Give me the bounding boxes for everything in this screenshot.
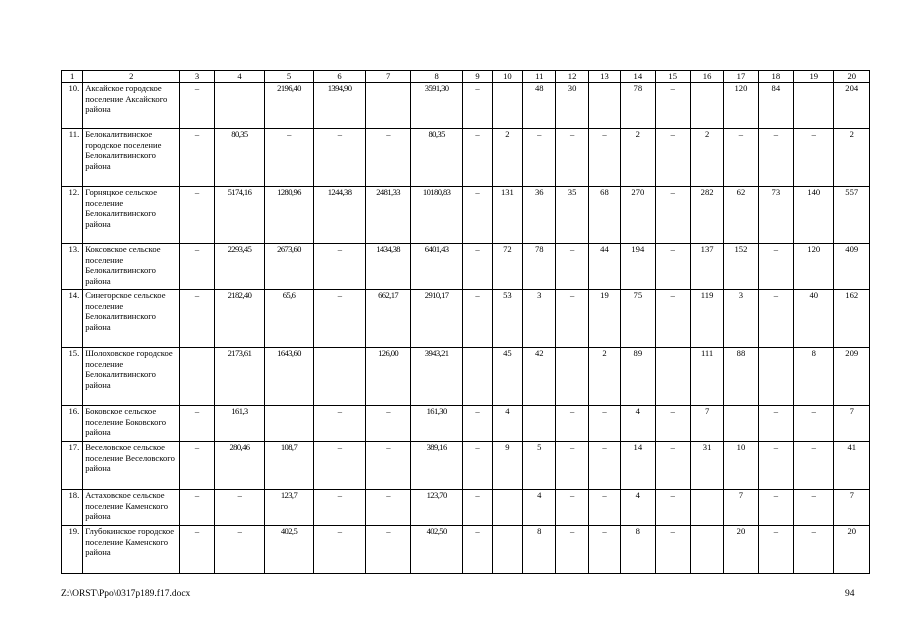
value-cell: – bbox=[313, 244, 366, 290]
row-number-cell: 16. bbox=[62, 406, 83, 442]
value-cell: 8 bbox=[621, 526, 655, 574]
value-cell: – bbox=[758, 129, 793, 187]
value-cell: 72 bbox=[492, 244, 522, 290]
column-number-header: 16 bbox=[690, 71, 723, 83]
value-cell: – bbox=[313, 526, 366, 574]
table-row bbox=[62, 129, 870, 187]
value-cell: – bbox=[313, 290, 366, 348]
settlement-name-cell: Глубокинское городское поселение Каменского района bbox=[83, 526, 180, 574]
column-number-header: 7 bbox=[366, 71, 410, 83]
table-row bbox=[62, 490, 870, 526]
column-number-header: 6 bbox=[313, 71, 366, 83]
value-cell: – bbox=[794, 490, 834, 526]
value-cell: 1394,90 bbox=[313, 83, 366, 129]
row-number-cell: 11. bbox=[62, 129, 83, 187]
column-number-header: 12 bbox=[556, 71, 588, 83]
value-cell: 1643,60 bbox=[265, 348, 314, 406]
settlement-name-cell: Белокалитвинское городское поселение Белокалитвинского района bbox=[83, 129, 180, 187]
value-cell: – bbox=[724, 129, 758, 187]
value-cell: 20 bbox=[724, 526, 758, 574]
value-cell: 2 bbox=[834, 129, 870, 187]
value-cell: 68 bbox=[588, 187, 620, 244]
value-cell: 4 bbox=[523, 490, 556, 526]
value-cell: – bbox=[588, 442, 620, 490]
value-cell: 557 bbox=[834, 187, 870, 244]
value-cell: 40 bbox=[794, 290, 834, 348]
value-cell: 3 bbox=[724, 290, 758, 348]
value-cell: – bbox=[463, 526, 492, 574]
value-cell: 7 bbox=[834, 490, 870, 526]
table-row bbox=[62, 187, 870, 244]
row-number-cell: 17. bbox=[62, 442, 83, 490]
table-row bbox=[62, 526, 870, 574]
value-cell bbox=[492, 526, 522, 574]
value-cell bbox=[265, 406, 314, 442]
table-header-row bbox=[62, 71, 870, 83]
value-cell: 35 bbox=[556, 187, 588, 244]
value-cell: 123,7 bbox=[265, 490, 314, 526]
value-cell: 152 bbox=[724, 244, 758, 290]
value-cell bbox=[690, 526, 723, 574]
value-cell: 65,6 bbox=[265, 290, 314, 348]
value-cell: 2173,61 bbox=[214, 348, 265, 406]
column-number-header: 3 bbox=[180, 71, 214, 83]
value-cell bbox=[690, 83, 723, 129]
value-cell: 10180,83 bbox=[410, 187, 463, 244]
value-cell: 45 bbox=[492, 348, 522, 406]
value-cell: – bbox=[366, 526, 410, 574]
value-cell: – bbox=[655, 490, 690, 526]
value-cell: – bbox=[794, 442, 834, 490]
column-number-header: 18 bbox=[758, 71, 793, 83]
settlement-name-cell: Горняцкое сельское поселение Белокалитвинского района bbox=[83, 187, 180, 244]
value-cell: 20 bbox=[834, 526, 870, 574]
value-cell: – bbox=[758, 526, 793, 574]
value-cell: – bbox=[655, 244, 690, 290]
column-number-header: 5 bbox=[265, 71, 314, 83]
value-cell: – bbox=[180, 244, 214, 290]
value-cell: 48 bbox=[523, 83, 556, 129]
value-cell: – bbox=[556, 129, 588, 187]
value-cell: – bbox=[180, 83, 214, 129]
row-number-cell: 13. bbox=[62, 244, 83, 290]
value-cell: 662,17 bbox=[366, 290, 410, 348]
value-cell: 131 bbox=[492, 187, 522, 244]
value-cell: – bbox=[588, 526, 620, 574]
column-number-header: 13 bbox=[588, 71, 620, 83]
value-cell: 2910,17 bbox=[410, 290, 463, 348]
value-cell: 7 bbox=[724, 490, 758, 526]
settlement-name-cell: Коксовское сельское поселение Белокалитвинского района bbox=[83, 244, 180, 290]
settlement-name-cell: Веселовское сельское поселение Веселовского района bbox=[83, 442, 180, 490]
column-number-header: 17 bbox=[724, 71, 758, 83]
value-cell: – bbox=[556, 490, 588, 526]
value-cell: 80,35 bbox=[214, 129, 265, 187]
value-cell: 44 bbox=[588, 244, 620, 290]
table-row bbox=[62, 348, 870, 406]
table-row bbox=[62, 442, 870, 490]
value-cell bbox=[492, 490, 522, 526]
row-number-cell: 19. bbox=[62, 526, 83, 574]
value-cell: – bbox=[463, 290, 492, 348]
column-number-header: 20 bbox=[834, 71, 870, 83]
value-cell: 280,46 bbox=[214, 442, 265, 490]
value-cell: – bbox=[180, 490, 214, 526]
value-cell bbox=[523, 406, 556, 442]
value-cell: 4 bbox=[621, 490, 655, 526]
value-cell: 7 bbox=[690, 406, 723, 442]
value-cell: – bbox=[556, 290, 588, 348]
value-cell: 19 bbox=[588, 290, 620, 348]
value-cell bbox=[180, 348, 214, 406]
value-cell: – bbox=[758, 244, 793, 290]
value-cell: 161,30 bbox=[410, 406, 463, 442]
value-cell bbox=[588, 83, 620, 129]
value-cell: 1244,38 bbox=[313, 187, 366, 244]
value-cell: 123,70 bbox=[410, 490, 463, 526]
value-cell: 31 bbox=[690, 442, 723, 490]
settlement-name-cell: Астаховское сельское поселение Каменского района bbox=[83, 490, 180, 526]
value-cell: 3591,30 bbox=[410, 83, 463, 129]
value-cell: 4 bbox=[621, 406, 655, 442]
value-cell: 3943,21 bbox=[410, 348, 463, 406]
value-cell: 7 bbox=[834, 406, 870, 442]
value-cell: 1280,96 bbox=[265, 187, 314, 244]
column-number-header: 8 bbox=[410, 71, 463, 83]
column-number-header: 9 bbox=[463, 71, 492, 83]
value-cell: – bbox=[313, 129, 366, 187]
value-cell: 204 bbox=[834, 83, 870, 129]
value-cell bbox=[463, 348, 492, 406]
value-cell: 161,3 bbox=[214, 406, 265, 442]
value-cell: 14 bbox=[621, 442, 655, 490]
value-cell: 78 bbox=[523, 244, 556, 290]
value-cell: 2 bbox=[588, 348, 620, 406]
column-number-header: 10 bbox=[492, 71, 522, 83]
data-table bbox=[61, 70, 870, 574]
value-cell bbox=[492, 83, 522, 129]
value-cell: 2182,40 bbox=[214, 290, 265, 348]
settlement-name-cell: Синегорское сельское поселение Белокалитвинского района bbox=[83, 290, 180, 348]
value-cell: – bbox=[655, 83, 690, 129]
value-cell: 111 bbox=[690, 348, 723, 406]
value-cell bbox=[794, 83, 834, 129]
value-cell: – bbox=[313, 442, 366, 490]
value-cell: – bbox=[758, 406, 793, 442]
value-cell: 42 bbox=[523, 348, 556, 406]
value-cell: 2196,40 bbox=[265, 83, 314, 129]
value-cell: – bbox=[588, 129, 620, 187]
value-cell: – bbox=[556, 442, 588, 490]
value-cell: – bbox=[655, 129, 690, 187]
value-cell: 41 bbox=[834, 442, 870, 490]
value-cell bbox=[724, 406, 758, 442]
value-cell: 88 bbox=[724, 348, 758, 406]
column-number-header: 4 bbox=[214, 71, 265, 83]
value-cell: – bbox=[366, 490, 410, 526]
value-cell: 36 bbox=[523, 187, 556, 244]
value-cell: 162 bbox=[834, 290, 870, 348]
settlement-name-cell: Аксайское городское поселение Аксайского района bbox=[83, 83, 180, 129]
value-cell: 6401,43 bbox=[410, 244, 463, 290]
value-cell: 9 bbox=[492, 442, 522, 490]
value-cell: – bbox=[794, 406, 834, 442]
value-cell: 1434,38 bbox=[366, 244, 410, 290]
value-cell: 402,5 bbox=[265, 526, 314, 574]
column-number-header: 19 bbox=[794, 71, 834, 83]
value-cell: 3 bbox=[523, 290, 556, 348]
value-cell: – bbox=[794, 129, 834, 187]
value-cell: – bbox=[556, 244, 588, 290]
value-cell: – bbox=[655, 406, 690, 442]
value-cell: – bbox=[556, 406, 588, 442]
value-cell: 78 bbox=[621, 83, 655, 129]
value-cell: 389,16 bbox=[410, 442, 463, 490]
value-cell: 53 bbox=[492, 290, 522, 348]
value-cell: 10 bbox=[724, 442, 758, 490]
value-cell: – bbox=[180, 187, 214, 244]
value-cell: 5 bbox=[523, 442, 556, 490]
value-cell bbox=[214, 83, 265, 129]
value-cell bbox=[758, 348, 793, 406]
value-cell: 409 bbox=[834, 244, 870, 290]
value-cell: 2 bbox=[690, 129, 723, 187]
value-cell: – bbox=[180, 442, 214, 490]
row-number-cell: 14. bbox=[62, 290, 83, 348]
value-cell: – bbox=[180, 526, 214, 574]
value-cell: 2673,60 bbox=[265, 244, 314, 290]
value-cell: – bbox=[655, 442, 690, 490]
value-cell: – bbox=[758, 442, 793, 490]
column-number-header: 11 bbox=[523, 71, 556, 83]
value-cell: – bbox=[655, 526, 690, 574]
value-cell: 84 bbox=[758, 83, 793, 129]
value-cell: – bbox=[556, 526, 588, 574]
value-cell: – bbox=[655, 187, 690, 244]
value-cell: – bbox=[463, 442, 492, 490]
value-cell: – bbox=[655, 290, 690, 348]
value-cell bbox=[366, 83, 410, 129]
value-cell: – bbox=[588, 490, 620, 526]
row-number-cell: 10. bbox=[62, 83, 83, 129]
value-cell: – bbox=[366, 129, 410, 187]
value-cell: – bbox=[523, 129, 556, 187]
value-cell: 2293,45 bbox=[214, 244, 265, 290]
value-cell: – bbox=[180, 129, 214, 187]
value-cell: – bbox=[265, 129, 314, 187]
document-file-path: Z:\ORST\Ppo\0317p189.f17.docx bbox=[61, 589, 191, 599]
column-number-header: 2 bbox=[83, 71, 180, 83]
value-cell: – bbox=[463, 244, 492, 290]
value-cell: 8 bbox=[794, 348, 834, 406]
value-cell: 137 bbox=[690, 244, 723, 290]
value-cell: 120 bbox=[724, 83, 758, 129]
column-number-header: 15 bbox=[655, 71, 690, 83]
row-number-cell: 15. bbox=[62, 348, 83, 406]
value-cell: 126,00 bbox=[366, 348, 410, 406]
value-cell bbox=[313, 348, 366, 406]
row-number-cell: 18. bbox=[62, 490, 83, 526]
page-number: 94 bbox=[845, 589, 855, 599]
table-row bbox=[62, 406, 870, 442]
value-cell bbox=[556, 348, 588, 406]
value-cell: 80,35 bbox=[410, 129, 463, 187]
value-cell: 402,50 bbox=[410, 526, 463, 574]
table-row bbox=[62, 83, 870, 129]
value-cell: – bbox=[588, 406, 620, 442]
settlement-name-cell: Боковское сельское поселение Боковского района bbox=[83, 406, 180, 442]
value-cell: 270 bbox=[621, 187, 655, 244]
column-number-header: 1 bbox=[62, 71, 83, 83]
column-number-header: 14 bbox=[621, 71, 655, 83]
value-cell: 2 bbox=[621, 129, 655, 187]
value-cell: – bbox=[180, 290, 214, 348]
value-cell: – bbox=[463, 490, 492, 526]
value-cell: 282 bbox=[690, 187, 723, 244]
value-cell: – bbox=[463, 129, 492, 187]
value-cell: – bbox=[366, 442, 410, 490]
value-cell: – bbox=[180, 406, 214, 442]
value-cell bbox=[690, 490, 723, 526]
value-cell: – bbox=[313, 490, 366, 526]
value-cell: – bbox=[313, 406, 366, 442]
value-cell: 8 bbox=[523, 526, 556, 574]
value-cell: – bbox=[758, 490, 793, 526]
value-cell: 30 bbox=[556, 83, 588, 129]
table-row bbox=[62, 290, 870, 348]
value-cell: 4 bbox=[492, 406, 522, 442]
value-cell: 119 bbox=[690, 290, 723, 348]
value-cell: 140 bbox=[794, 187, 834, 244]
value-cell: 2 bbox=[492, 129, 522, 187]
row-number-cell: 12. bbox=[62, 187, 83, 244]
value-cell: 62 bbox=[724, 187, 758, 244]
value-cell: 2481,33 bbox=[366, 187, 410, 244]
settlement-name-cell: Шолоховское городское поселение Белокалитвинского района bbox=[83, 348, 180, 406]
value-cell: 120 bbox=[794, 244, 834, 290]
value-cell: 108,7 bbox=[265, 442, 314, 490]
value-cell: 89 bbox=[621, 348, 655, 406]
table-body bbox=[62, 71, 870, 574]
value-cell: – bbox=[758, 290, 793, 348]
value-cell: – bbox=[214, 526, 265, 574]
table-row bbox=[62, 244, 870, 290]
value-cell: 209 bbox=[834, 348, 870, 406]
value-cell: – bbox=[463, 406, 492, 442]
value-cell: – bbox=[214, 490, 265, 526]
value-cell: – bbox=[794, 526, 834, 574]
value-cell bbox=[655, 348, 690, 406]
value-cell: 73 bbox=[758, 187, 793, 244]
value-cell: 5174,16 bbox=[214, 187, 265, 244]
value-cell: – bbox=[366, 406, 410, 442]
value-cell: – bbox=[463, 83, 492, 129]
value-cell: 194 bbox=[621, 244, 655, 290]
value-cell: – bbox=[463, 187, 492, 244]
value-cell: 75 bbox=[621, 290, 655, 348]
